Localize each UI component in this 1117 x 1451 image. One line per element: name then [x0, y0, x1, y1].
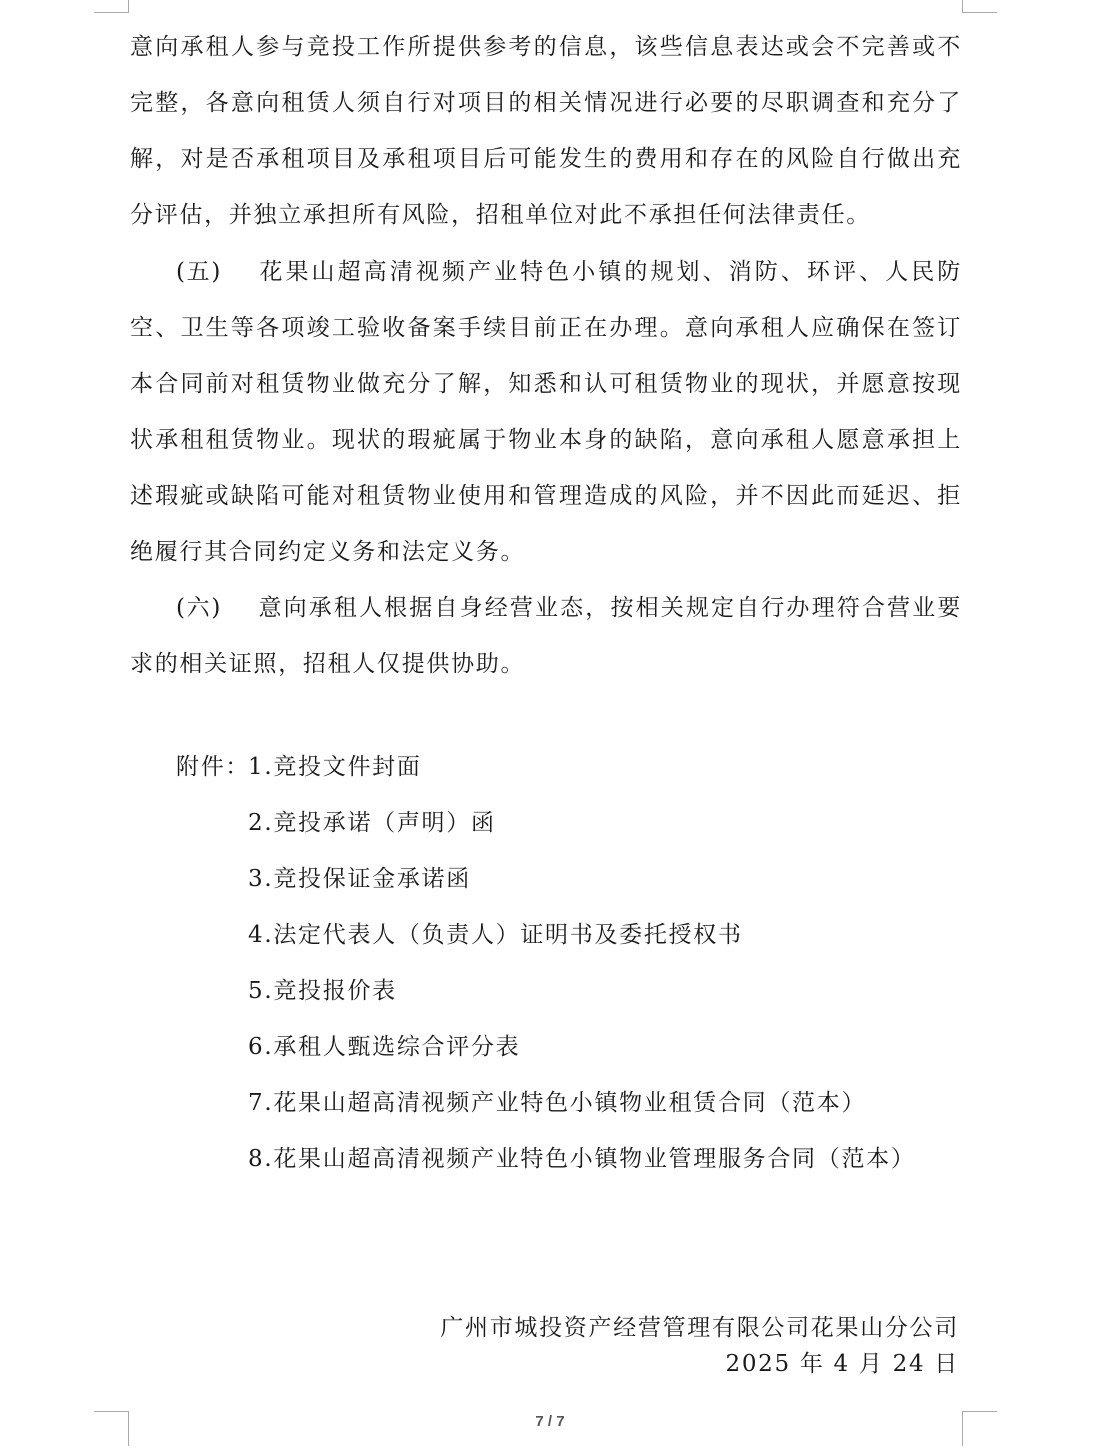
- attachment-item: 1.竞投文件封面: [248, 754, 422, 780]
- attachment-item: 5.竞投报价表: [248, 978, 397, 1004]
- attachment-item: 8.花果山超高清视频产业特色小镇物业管理服务合同（范本）: [248, 1146, 916, 1172]
- paragraph-5-text: 花果山超高清视频产业特色小镇的规划、消防、环评、人民防空、卫生等各项竣工验收备案手续目前正在办理。意向承租人应确保在签订本合同前对租赁物业做充分了解，知悉和认可租赁物业的现状，并愿意按现状承租租赁物业。现状的瑕疵属于物业本身的缺陷，意向承租人愿意承担上述瑕疵或缺陷可能对租赁物业使用和管理造成的风险，并不因此而延迟、拒绝履行其合同约定义务和法定义务。: [130, 259, 962, 565]
- signature-date: 2025 年 4 月 24 日: [725, 1351, 959, 1377]
- page-number: 7 / 7: [535, 1413, 565, 1430]
- attachment-item: 7.花果山超高清视频产业特色小镇物业租赁合同（范本）: [248, 1090, 867, 1116]
- paragraph-6-number: (六): [176, 595, 223, 621]
- paragraph-1: 意向承租人参与竞投工作所提供参考的信息，该些信息表达或会不完善或不完整，各意向租赁人须自行对项目的相关情况进行必要的尽职调查和充分了解，对是否承租项目及承租项目后可能发生的费用和存在的风险自行做出充分评估，并独立承担所有风险，招租单位对此不承担任何法律责任。: [130, 34, 962, 228]
- attachments-label: 附件：: [176, 754, 251, 780]
- paragraph-6-text: 意向承租人根据自身经营业态，按相关规定自行办理符合营业要求的相关证照，招租人仅提供协助。: [130, 595, 962, 677]
- attachment-item: 3.竞投保证金承诺函: [248, 866, 471, 892]
- crop-mark-top-right: [962, 0, 997, 13]
- attachment-item: 4.法定代表人（负责人）证明书及委托授权书: [248, 922, 743, 948]
- signature-company: 广州市城投资产经营管理有限公司花果山分公司: [440, 1315, 959, 1341]
- paragraph-6: [130, 580, 962, 692]
- attachment-item: 6.承租人甄选综合评分表: [248, 1034, 521, 1060]
- crop-mark-top-left: [94, 0, 129, 13]
- paragraph-5-number: (五): [176, 259, 223, 285]
- attachment-item: 2.竞投承诺（声明）函: [248, 810, 496, 836]
- paragraph-5: [130, 244, 962, 580]
